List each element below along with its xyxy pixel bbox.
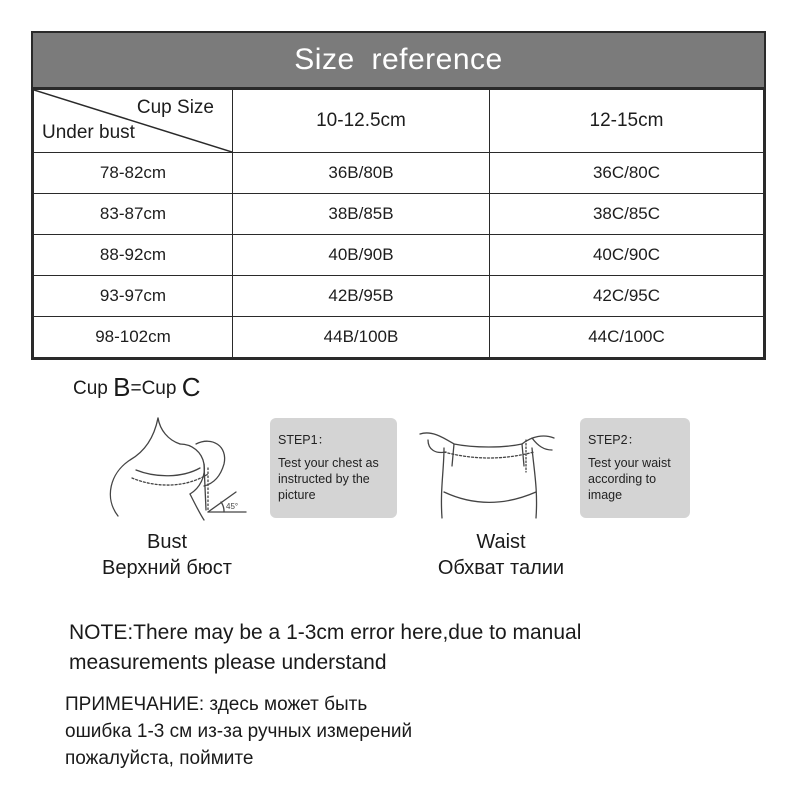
step2-text: Test your waist according to image (588, 456, 671, 502)
size-cell-b: 38B/85B (233, 194, 490, 235)
size-cell-b: 42B/95B (233, 276, 490, 317)
note-en-line2: measurements please understand (69, 651, 387, 674)
note-ru-line2: ошибка 1-3 см из-за ручных измерений (65, 721, 413, 742)
cup-note-letter-b: B (113, 372, 131, 402)
table-title (33, 33, 764, 89)
size-cell-b: 36B/80B (233, 153, 490, 194)
cup-note-letter-c: C (181, 372, 201, 402)
step2-title: STEP2： (588, 433, 641, 447)
bust-caption (62, 529, 272, 581)
corner-header-cell (34, 90, 233, 153)
note-russian (65, 691, 412, 772)
waist-caption-ru: Обхват талии (437, 557, 565, 579)
size-reference-table (31, 31, 766, 360)
step1-card (270, 418, 397, 518)
size-cell-b: 40B/90B (233, 235, 490, 276)
cup-size-label: Cup Size (136, 97, 214, 118)
cup-note-middle: =Cup (130, 378, 182, 399)
size-cell-b: 44B/100B (233, 317, 490, 358)
under-bust-cell: 83-87cm (34, 194, 233, 235)
under-bust-cell: 78-82cm (34, 153, 233, 194)
table-row (34, 317, 764, 358)
header-row (34, 90, 764, 153)
note-en-line1: NOTE:There may be a 1-3cm error here,due to manual (69, 621, 582, 644)
column-header-cup-b: 10-12.5cm (233, 90, 490, 153)
step1-text: Test your chest as instructed by the picture (278, 456, 379, 502)
note-english (69, 618, 581, 678)
size-cell-c: 38C/85C (490, 194, 764, 235)
waist-measurement-illustration (414, 410, 564, 522)
angle-label: 45° (226, 502, 239, 511)
waist-caption (406, 529, 596, 581)
step1-title: STEP1： (278, 433, 331, 447)
table-row (34, 276, 764, 317)
cup-note-prefix: Cup (73, 378, 114, 399)
table-row (34, 153, 764, 194)
table-row (34, 235, 764, 276)
under-bust-cell: 93-97cm (34, 276, 233, 317)
size-cell-c: 36C/80C (490, 153, 764, 194)
note-ru-line1: ПРИМЕЧАНИЕ: здесь может быть (65, 694, 368, 715)
size-cell-c: 40C/90C (490, 235, 764, 276)
size-cell-c: 44C/100C (490, 317, 764, 358)
under-bust-cell: 88-92cm (34, 235, 233, 276)
step2-card (580, 418, 690, 518)
column-header-cup-c: 12-15cm (490, 90, 764, 153)
bust-caption-en: Bust (146, 531, 188, 553)
waist-caption-en: Waist (476, 531, 526, 553)
under-bust-cell: 98-102cm (34, 317, 233, 358)
bust-measurement-illustration (96, 408, 256, 523)
size-grid (33, 89, 764, 358)
table-title-text: Size reference (294, 43, 503, 76)
table-row (34, 194, 764, 235)
cup-equivalence-note (73, 372, 201, 403)
bust-caption-ru: Верхний бюст (102, 557, 232, 579)
note-ru-line3: пожалуйста, поймите (65, 748, 254, 769)
size-cell-c: 42C/95C (490, 276, 764, 317)
under-bust-label: Under bust (42, 122, 135, 143)
